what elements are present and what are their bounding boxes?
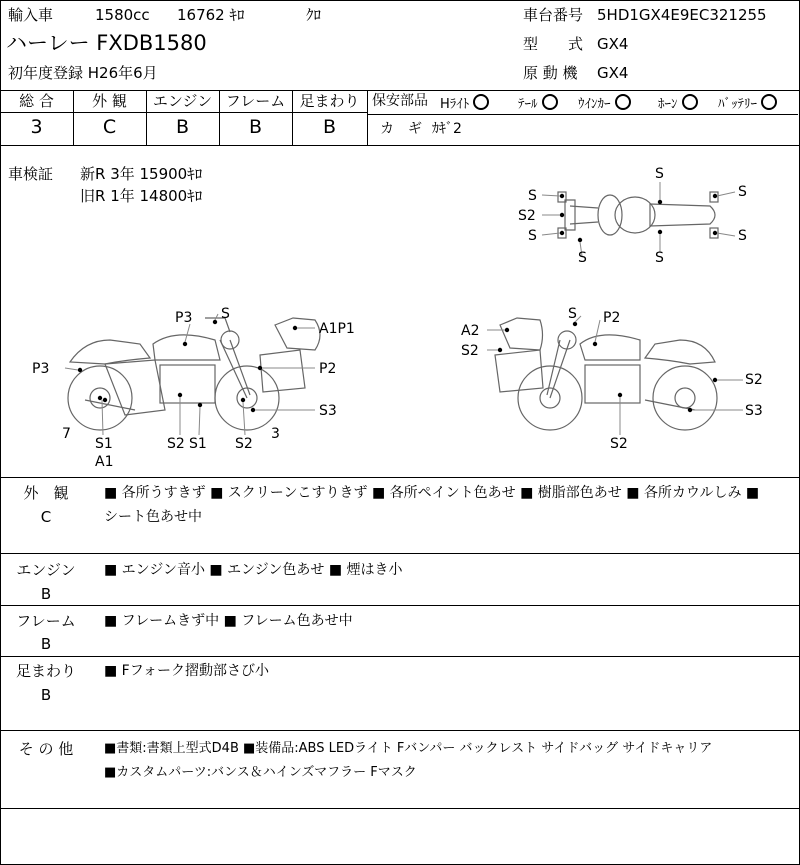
displacement: 1580cc [95,6,150,24]
key-value: ｶｷﾞ2 [432,121,462,137]
grade-header-frame: フレーム [225,92,286,110]
grade-value-overall: 3 [30,116,43,138]
diagram-label: S [578,250,587,266]
remark-grade-frame: B [40,635,52,653]
remark-text-engine: ■ エンジン音小 ■ エンジン色あせ ■ 煙はき小 [104,562,403,578]
diagram-label: S [655,166,664,182]
bike-left-side-diagram [25,300,370,475]
diagram-label: A1 [95,454,114,470]
remark-label-engine: エンジン [16,561,76,579]
first-registration: 初年度登録 H26年6月 [8,64,158,82]
divider [0,90,800,91]
grade-value-exterior: C [102,116,117,138]
chassis-label: 車台番号 [523,6,584,24]
diagram-label: S2 [235,436,253,452]
remark-grade-suspension: B [40,686,52,704]
engine-label: 原 動 機 [523,64,578,82]
color: ｸﾛ [306,6,322,24]
diagram-label: S2 [745,372,763,388]
remark-label-frame: フレーム [16,612,76,630]
type-value: GX4 [597,35,629,53]
engine-value: GX4 [597,64,629,82]
bike-left-outline [68,318,320,430]
import-label: 輸入車 [8,6,54,24]
inspection-new: 新R 3年 15900ｷﾛ [80,165,203,183]
grade-header-suspension: 足まわり [299,92,360,110]
divider [0,605,800,606]
ok-circle-icon [761,94,777,110]
ok-circle-icon [473,94,489,110]
divider [0,145,800,146]
parts-label: 保安部品 [372,93,428,109]
key-label: カ ギ [380,121,422,137]
bike-top-view-diagram [510,160,770,270]
diagram-label: A2 [461,323,480,339]
remark-label-suspension: 足まわり [15,662,76,680]
divider [0,656,800,657]
grade-value-suspension: B [322,116,337,138]
diagram-label: A1P1 [319,321,355,337]
remark-grade-exterior: C [40,508,52,526]
diagram-label: S2 [610,436,628,452]
remark-text-frame: ■ フレームきず中 ■ フレーム色あせ中 [104,613,353,629]
part-winker: ｳｲﾝｶｰ [578,94,631,111]
bike-right-outline [495,318,717,430]
diagram-label: P3 [175,310,193,326]
divider [0,730,800,731]
divider [0,808,800,809]
ok-circle-icon [615,94,631,110]
grade-header-engine: エンジン [152,92,213,110]
model-name: ハーレー FXDB1580 [6,31,207,55]
grade-value-frame: B [248,116,263,138]
diagram-label: S3 [319,403,337,419]
diagram-label: S [738,228,747,244]
diagram-label: S2 [518,208,536,224]
remark-text-suspension: ■ Fフォーク摺動部さび小 [104,663,270,679]
part-battery: ﾊﾞｯﾃﾘｰ [718,94,777,111]
chassis-number: 5HD1GX4E9EC321255 [597,6,767,24]
diagram-label: 7 [62,426,71,442]
diagram-label: S [738,184,747,200]
diagram-label: S2 [461,343,479,359]
inspection-old: 旧R 1年 14800ｷﾛ [80,187,203,205]
diagram-label: S [655,250,664,266]
diagram-label: S1 [189,436,207,452]
remark-text-other: ■カスタムパーツ:バンス＆ハインズマフラー Fマスク [104,765,417,780]
ok-circle-icon [542,94,558,110]
remark-text-other: ■書類:書類上型式D4B ■装備品:ABS LEDライト Fバンパー バックレスト サイドバッグ サイドキャリア [104,741,713,756]
diagram-label: P3 [32,361,50,377]
inspection-label: 車検証 [8,165,54,183]
diagram-label: S3 [745,403,763,419]
diagram-label: S [568,306,577,322]
ok-circle-icon [682,94,698,110]
type-label: 型 式 [523,35,584,53]
part-headlight: Hﾗｲﾄ [440,94,489,111]
remark-label-other: そ の 他 [18,740,74,758]
divider [0,553,800,554]
diagram-label: S [528,188,537,204]
diagram-label: S [221,306,230,322]
divider [368,114,798,115]
bike-top-outline [558,192,718,238]
part-taillight: ﾃｰﾙ [518,94,558,111]
part-horn: ﾎｰﾝ [658,94,698,111]
bike-right-side-diagram [455,300,775,460]
mileage: 16762 ｷﾛ [177,6,245,24]
divider [367,90,368,145]
grade-header-exterior: 外 観 [92,92,127,110]
diagram-label: S [528,228,537,244]
diagram-label: P2 [319,361,337,377]
divider [0,477,800,478]
divider [0,112,368,113]
remark-label-exterior: 外 観 [23,484,69,502]
diagram-label: P2 [603,310,621,326]
remark-grade-engine: B [40,585,52,603]
remark-text-exterior: シート色あせ中 [104,509,202,525]
remark-text-exterior: ■ 各所うすきず ■ スクリーンこすりきず ■ 各所ペイント色あせ ■ 樹脂部色あせ ■ 各所カウルしみ ■ [104,485,760,501]
grade-header-overall: 総 合 [19,92,54,110]
grade-value-engine: B [175,116,190,138]
diagram-label: S2 [167,436,185,452]
diagram-label: S1 [95,436,113,452]
diagram-label: 3 [271,426,280,442]
